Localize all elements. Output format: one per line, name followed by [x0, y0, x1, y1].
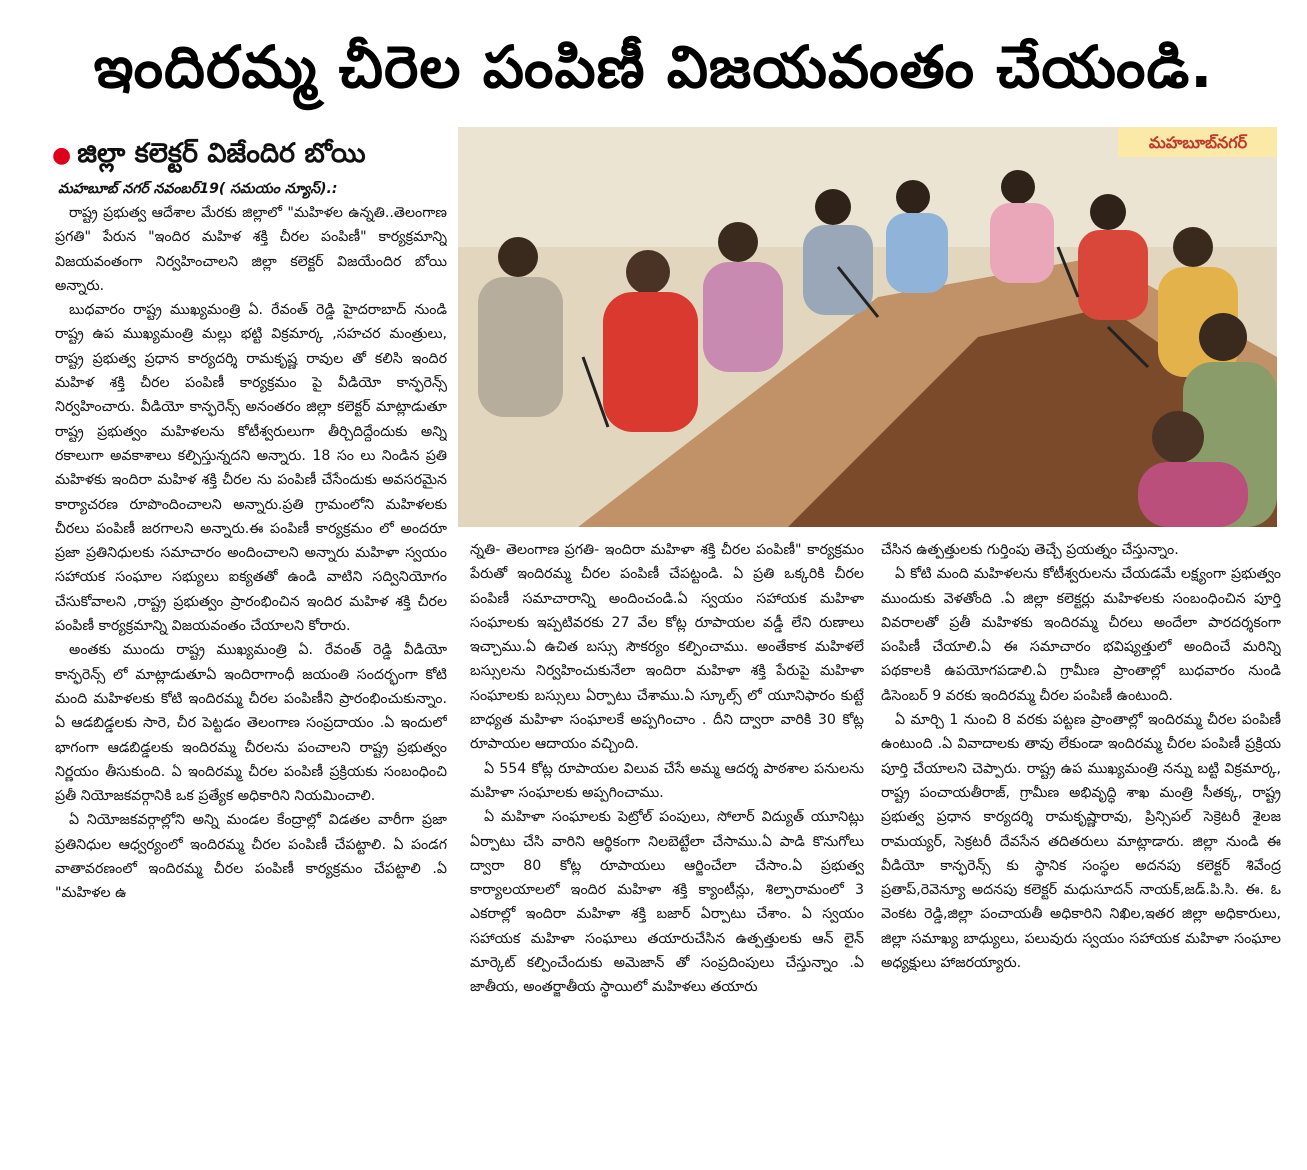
- article-column-1: [55, 201, 447, 1161]
- paragraph: బుధవారం రాష్ట్ర ముఖ్యమంత్రి ఏ. రేవంత్ రెడ్డి హైదరాబాద్ నుండి రాష్ట్ర ఉప ముఖ్యమంత్రి మల్లు భట్టి విక్రమార్క ,సహచర మంత్రులు, రాష్ట్ర ప్రభుత్వ ప్రధాన కార్యదర్శి రామకృష్ణ రావుల తో కలిసి ఇందిర మహిళ శక్తి చీరల పంపిణీ కార్యక్రమం పై వీడియో కాన్ఫరెన్స్ నిర్వహించారు. వీడియో కాన్ఫరెన్స్ అనంతరం జిల్లా కలెక్టర్ మాట్లాడుతూ రాష్ట్ర ప్రభుత్వం మహిళలను కోటీశ్వరులుగా తీర్చిదిద్దేందుకు అన్ని రకాలుగా అవకాశాలు కల్పిస్తున్నదని అన్నారు. 18 సం లు నిండిన ప్రతి మహిళకు ఇందిరా మహిళ శక్తి చీరల ను పంపిణీ చేసేందుకు అవసరమైన కార్యాచరణ రూపొందించాలని అన్నారు.ప్రతి గ్రామంలోని మహిళలకు చీరలు పంపిణీ జరగాలని అన్నారు.ఈ పంపిణీ కార్యక్రమం లో అందరూ ప్రజా ప్రతినిధులకు సమాచారం అందించాలని అన్నారు మహిళా స్వయం సహాయక సంఘాల సభ్యులు ఐక్యతతో ఉండి వాటిని సద్వినియోగం చేసుకోవాలని ,రాష్ట్ర ప్రభుత్వం ప్రారంభించిన ఇందిర మహిళ శక్తి చీరల పంపిణీ కార్యక్రమాన్ని విజయవంతం చేయాలని కోరారు.: [55, 302, 447, 635]
- subheading: [52, 134, 452, 174]
- paragraph: ఏ కోటి మంది మహిళలను కోటీశ్వరులను చేయడమే లక్ష్యంగా ప్రభుత్వం ముందుకు వెళతోంది .ఏ జిల్లా కలెక్టర్లు మహిళలకు సంబంధించిన పూర్తి వివరాలతో ప్రతీ మహిళకు ఇందిరమ్మ చీరలు అందేలా పారదర్శకంగా పంపిణీ చేయాలి.ఏ ఈ సమాచారం భవిష్యత్తులో అందించే మరిన్ని పథకాలకి ఉపయోగపడాలి.ఏ గ్రామీణ ప్రాంతాల్లో బుధవారం నుండి డిసెంబర్ 9 వరకు ఇందిరమ్మ చీరల పంపిణీ ఉంటుంది.: [881, 566, 1281, 704]
- subheading-text: జిల్లా కలెక్టర్ విజేందిర బోయి: [77, 138, 366, 169]
- photo-banner-text: మహబూబ్‌నగర్: [1148, 133, 1248, 152]
- article-column-3: [881, 538, 1281, 1162]
- article-column-2: [470, 538, 864, 1162]
- paragraph: ఏ మార్చి 1 నుంచి 8 వరకు పట్టణ ప్రాంతాల్లో ఇందిరమ్మ చీరల పంపిణీ ఉంటుంది .ఏ వివాదాలకు తావు లేకుండా ఇందిరమ్మ చీరల పంపిణీ ప్రక్రియ పూర్తి చేయాలని చెప్పారు. రాష్ట్ర ఉప ముఖ్యమంత్రి నన్ను బట్టి విక్రమార్క, రాష్ట్ర పంచాయతీరాజ్, గ్రామీణ అభివృద్ధి శాఖ మంత్రి సీతక్క, రాష్ట్ర ప్రభుత్వ ప్రధాన కార్యదర్శి రామకృష్ణారావు, ప్రిన్సిపల్ సెక్రెటరీ శైలజ రామయ్యర్, సెక్రటరీ దేవసేన తదితరులు మాట్లాడారు. జిల్లా నుండి ఈ వీడియో కాన్ఫరెన్స్ కు స్థానిక సంస్థల అదనపు కలెక్టర్ శివేంద్ర ప్రతాప్,రెవెన్యూ అదనపు కలెక్టర్ మధుసూదన్ నాయక్,జడ్.పి.సి. ఈ. ఓ వెంకట రెడ్డి,జిల్లా పంచాయతీ అధికారిని నిఖిల,ఇతర జిల్లా అధికారులు, జిల్లా సమాఖ్య బాధ్యులు, పలువురు స్వయం సహాయక మహిళా సంఘాల అధ్యక్షులు హాజరయ్యారు.: [881, 712, 1281, 972]
- paragraph: ఏ మహిళా సంఘాలకు పెట్రోల్ పంపులు, సోలార్ విద్యుత్ యూనిట్లు ఏర్పాటు చేసి వారిని ఆర్థికంగా నిలబెట్టేలా చేసాము.ఏ పాడి కొనుగోలు ద్వారా 80 కోట్ల రూపాయలు ఆర్జించేలా చేసాం.ఏ ప్రభుత్వ కార్యాలయాలలో ఇందిర మహిళా శక్తి క్యాంటీన్లు, శిల్పారామంలో 3 ఎకరాల్లో ఇందిరా మహిళా శక్తి బజార్ ఏర్పాటు చేశాం. ఏ స్వయం సహాయక మహిళా సంఘాలు తయారుచేసిన ఉత్పత్తులకు ఆన్ లైన్ మార్కెట్ కల్పించేందుకు అమెజాన్ తో సంప్రదింపులు చేస్తున్నాం .ఏ జాతీయ, అంతర్జాతీయ స్థాయిలో మహిళలు తయారు: [470, 809, 864, 996]
- paragraph: ఏ నియోజకవర్గాల్లోని అన్ని మండల కేంద్రాల్లో విడతల వారీగా ప్రజా ప్రతినిధుల ఆధ్వర్యంలో ఇందిరమ్మ చీరల పంపిణీ చేపట్టాలి. ఏ పండగ వాతావరణంలో ఇందిరమ్మ చీరల పంపిణీ కార్యక్రమం చేపట్టాలి .ఏ "మహిళల ఉ: [55, 812, 447, 902]
- headline: ఇందిరమ్మ చీరెల పంపిణీ విజయవంతం చేయండి.: [93, 33, 1214, 101]
- bullet-icon: ●: [52, 143, 72, 168]
- paragraph: చేసిన ఉత్పత్తులకు గుర్తింపు తెచ్చే ప్రయత్నం చేస్తున్నాం.: [881, 542, 1179, 558]
- paragraph: రాష్ట్ర ప్రభుత్వ ఆదేశాల మేరకు జిల్లాలో "మహిళల ఉన్నతి..తెలంగాణ ప్రగతి" పేరున "ఇందిర మహిళ శక్తి చీరల పంపిణీ" కార్యక్రమాన్ని విజయవంతంగా నిర్వహించాలని జిల్లా కలెక్టర్ విజయేందిర బోయి అన్నారు.: [55, 205, 447, 294]
- paragraph: ఏ 554 కోట్ల రూపాయల విలువ చేసే అమ్మ ఆదర్శ పాఠశాల పనులను మహిళా సంఘాలకు అప్పగించాము.: [470, 760, 864, 801]
- paragraph: అంతకు ముందు రాష్ట్ర ముఖ్యమంత్రి ఏ. రేవంత్ రెడ్డి వీడియో కాన్ఫరెన్స్ లో మాట్లాడుతూఏ ఇందిరాగాంధీ జయంతి సందర్భంగా కోటి మంది మహిళలకు కోటి ఇందిరమ్మ చీరల పంపిణీని ప్రారంభించుకున్నాం. ఏ ఆడబిడ్డలకు సారె, చీర పెట్టడం తెలంగాణ సంప్రదాయం .ఏ ఇందులో భాగంగా ఆడబిడ్డలకు ఇందిరమ్మ చీరలను పంచాలని రాష్ట్ర ప్రభుత్వం నిర్ణయం తీసుకుంది. ఏ ఇందిరమ్మ చీరల పంపిణీ ప్రక్రియకు సంబంధించి ప్రతీ నియోజకవర్గానికి ఒక ప్రత్యేక అధికారిని నియమించాలి.: [55, 642, 447, 805]
- paragraph: న్నతి- తెలంగాణ ప్రగతి- ఇందిరా మహిళా శక్తి చీరల పంపిణీ" కార్యక్రమం పేరుతో ఇందిరమ్మ చీరల పంపిణీ చేపట్టండి. ఏ ప్రతి ఒక్కరికి చీరల పంపిణీ సమాచారాన్ని అందించండి.ఏ స్వయం సహాయక మహిళా సంఘాలకు ఇప్పటివరకు 27 వేల కోట్ల రూపాయల వడ్డీ లేని రుణాలు ఇచ్చాము.ఏ ఉచిత బస్సు సౌకర్యం కల్పించాము. అంతేకాక మహిళలే బస్సులను నిర్వహించుకునేలా ఇందిరా మహిళా శక్తి పేరుపై మహిళా సంఘాలకు బస్సులు ఏర్పాటు చేశాము.ఏ స్కూల్స్ లో యూనిఫారం కుట్టే బాధ్యత మహిళా సంఘాలకే అప్పగించాం . దీని ద్వారా వారికి 30 కోట్ల రూపాయల ఆదాయం వచ్చింది.: [470, 542, 864, 753]
- meeting-photo: [458, 127, 1277, 527]
- dateline: మహబూబ్ నగర్ నవంబర్19( సమయం న్యూస్).:: [58, 181, 338, 197]
